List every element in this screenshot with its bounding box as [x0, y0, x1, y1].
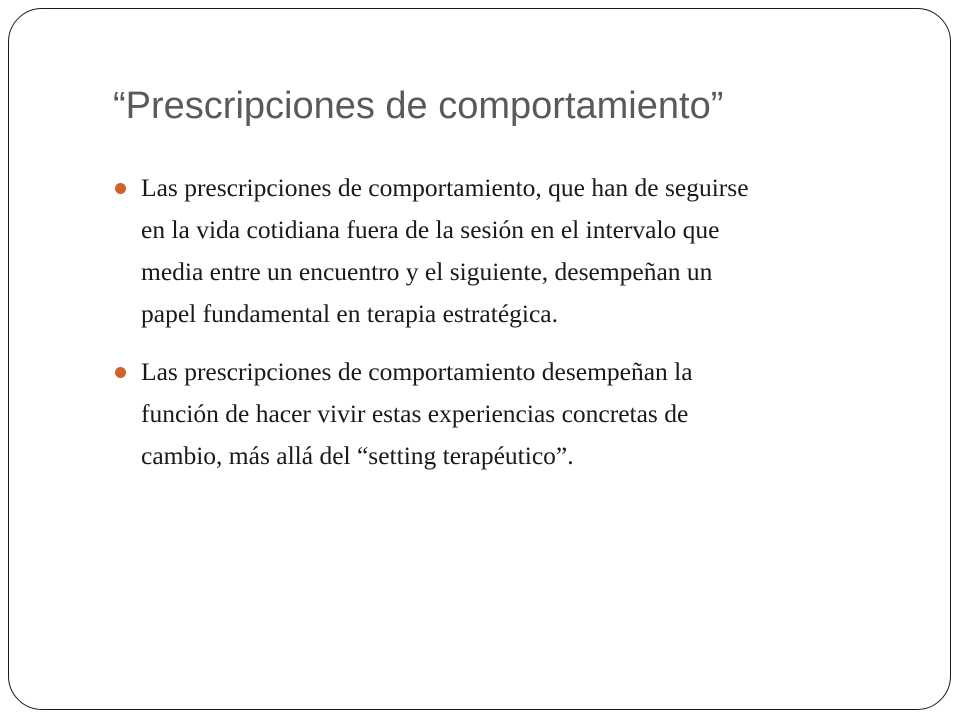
- bullet-2-line-2: función de hacer vivir estas experiencias concretas de: [141, 399, 689, 428]
- bullet-1-line-2: en la vida cotidiana fuera de la sesión en el intervalo que: [141, 215, 720, 244]
- bullet-2-line-3: cambio, más allá del “setting terapéutico”.: [141, 441, 574, 470]
- bullet-list: [113, 167, 873, 493]
- bullet-dot-icon: [115, 367, 126, 378]
- slide-frame: [8, 8, 951, 710]
- bullet-1-line-3: media entre un encuentro y el siguiente, desempeñan un: [141, 257, 713, 286]
- bullet-dot-icon: [115, 183, 126, 194]
- bullet-item-2: [113, 351, 873, 477]
- bullet-1-line-1: Las prescripciones de comportamiento, que han de seguirse: [141, 173, 749, 202]
- bullet-1-line-4: papel fundamental en terapia estratégica.: [141, 299, 558, 328]
- bullet-item-1: [113, 167, 873, 335]
- slide-title: “Prescripciones de comportamiento”: [113, 85, 724, 127]
- bullet-2-line-1: Las prescripciones de comportamiento desempeñan la: [141, 357, 693, 386]
